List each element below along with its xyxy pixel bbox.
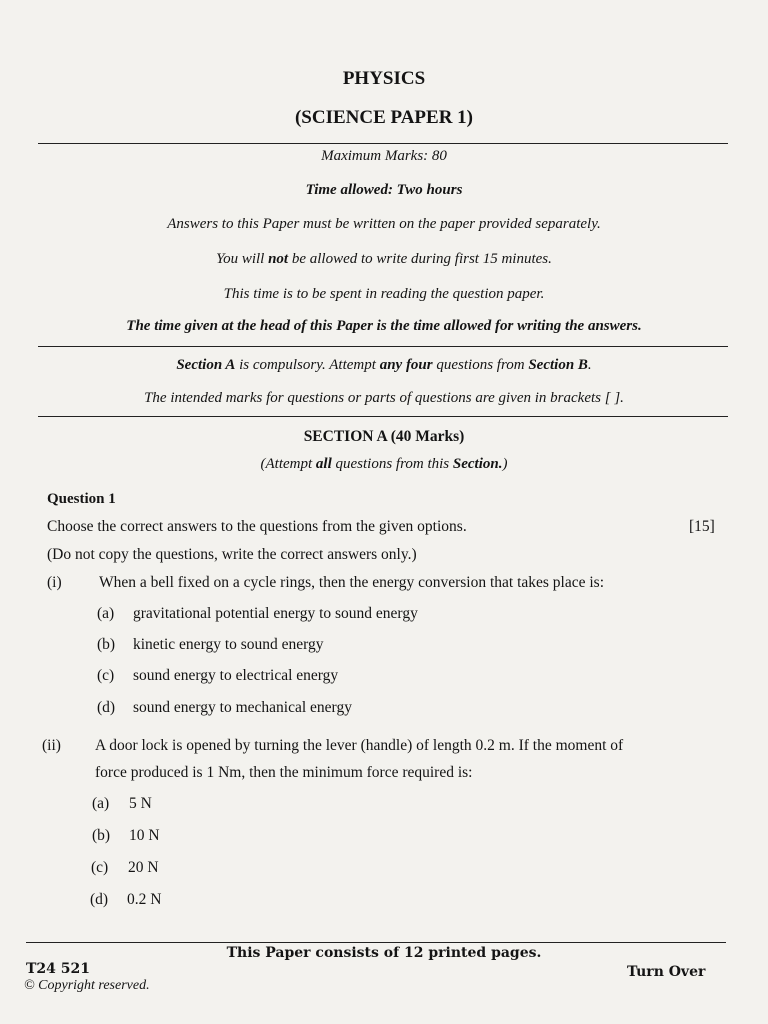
sub-question-number: (i) xyxy=(47,574,62,591)
instruction-line-2: You will not be allowed to write during first 15 minutes. xyxy=(216,251,552,267)
option-label: (c) xyxy=(97,667,115,684)
option-text: sound energy to electrical energy xyxy=(133,667,339,684)
option-label: (a) xyxy=(92,795,110,812)
copyright-notice: © Copyright reserved. xyxy=(24,978,150,993)
option-label: (d) xyxy=(97,699,116,716)
question-1-instruction: Choose the correct answers to the questions from the given options. xyxy=(47,518,467,535)
instruction-line-4: The time given at the head of this Paper is the time allowed for writing the answers. xyxy=(126,318,642,334)
option-label: (d) xyxy=(90,891,109,908)
option-text: sound energy to mechanical energy xyxy=(133,699,352,716)
sub-question-number: (ii) xyxy=(42,737,61,754)
option-text: kinetic energy to sound energy xyxy=(133,636,324,653)
section-a-heading: SECTION A (40 Marks) xyxy=(303,428,465,445)
option-text: 5 N xyxy=(129,795,152,812)
option-label: (c) xyxy=(91,859,109,876)
sub-question-text-line-1: A door lock is opened by turning the lever (handle) of length 0.2 m. If the moment of xyxy=(95,737,624,754)
sub-question-text-line-2: force produced is 1 Nm, then the minimum force required is: xyxy=(95,764,473,781)
time-allowed: Time allowed: Two hours xyxy=(305,182,463,198)
header-rule-top xyxy=(38,143,728,144)
max-marks: Maximum Marks: 80 xyxy=(321,148,447,164)
instruction-line-3: This time is to be spent in reading the question paper. xyxy=(223,286,545,302)
option-text: gravitational potential energy to sound energy xyxy=(133,605,418,622)
turn-over-label: Turn Over xyxy=(627,964,706,980)
option-text: 0.2 N xyxy=(127,891,162,908)
sub-question-text: When a bell fixed on a cycle rings, then the energy conversion that takes place is: xyxy=(99,574,605,591)
section-a-subheading: (Attempt all questions from this Section.) xyxy=(260,456,508,472)
section-info-line: Section A is compulsory. Attempt any four questions from Section B. xyxy=(176,357,592,373)
instruction-line-1: Answers to this Paper must be written on the paper provided separately. xyxy=(167,216,601,232)
option-text: 10 N xyxy=(129,827,160,844)
option-text: 20 N xyxy=(128,859,159,876)
pages-note: This Paper consists of 12 printed pages. xyxy=(226,945,542,961)
section-info-rule-bottom xyxy=(38,416,728,417)
subject-title: PHYSICS xyxy=(342,68,426,89)
option-label: (b) xyxy=(92,827,111,844)
option-label: (b) xyxy=(97,636,116,653)
option-label: (a) xyxy=(97,605,115,622)
question-1-label: Question 1 xyxy=(47,491,116,507)
paper-title: (SCIENCE PAPER 1) xyxy=(294,107,474,128)
section-info-rule-top xyxy=(38,346,728,347)
question-1-marks: [15] xyxy=(689,518,715,535)
marks-note: The intended marks for questions or parts of questions are given in brackets [ ]. xyxy=(144,390,624,406)
question-1-note: (Do not copy the questions, write the correct answers only.) xyxy=(47,546,417,563)
paper-code: T24 521 xyxy=(26,961,90,977)
footer-rule xyxy=(26,942,726,943)
